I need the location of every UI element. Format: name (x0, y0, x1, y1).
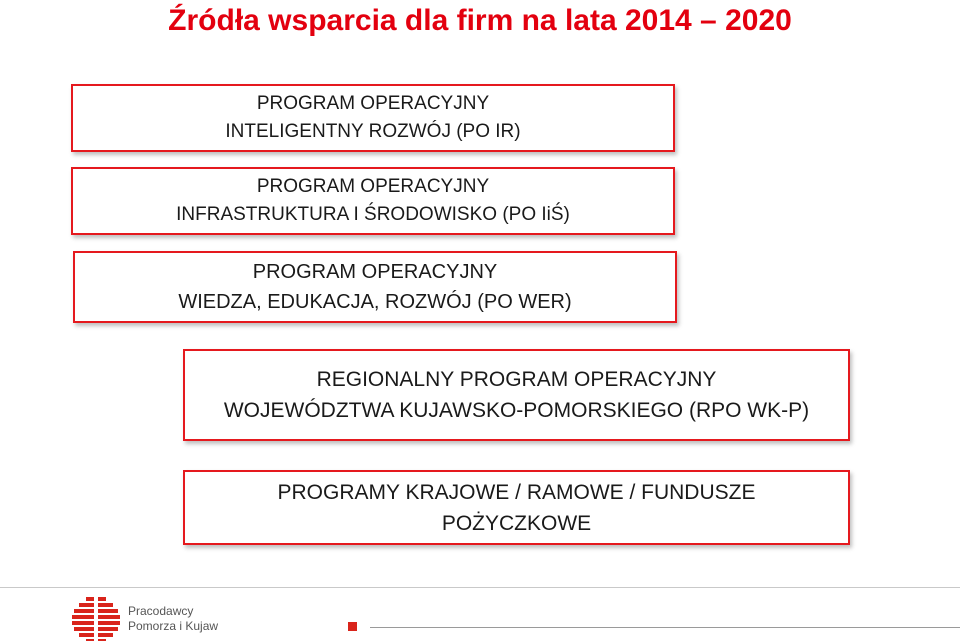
program-box-rpo-wkp (183, 349, 850, 441)
organization-name-line: Pomorza i Kujaw (128, 619, 219, 633)
program-box-line: PROGRAM OPERACYJNY (252, 261, 498, 283)
program-box-po-iis (71, 167, 675, 235)
footer-marker (348, 622, 357, 631)
footer-rule (370, 627, 960, 628)
program-box-line: REGIONALNY PROGRAM OPERACYJNY (316, 368, 717, 391)
footer-divider (0, 587, 960, 588)
program-box-line: INTELIGENTNY ROZWÓJ (PO IR) (225, 121, 521, 142)
program-box-po-wer (73, 251, 677, 323)
program-box-krajowe (183, 470, 850, 545)
program-box-line: INFRASTRUKTURA I ŚRODOWISKO (PO IiŚ) (176, 204, 570, 225)
program-box-line: WOJEWÓDZTWA KUJAWSKO-POMORSKIEGO (RPO WK-P) (223, 399, 810, 422)
program-box-line: POŻYCZKOWE (441, 511, 592, 535)
program-box-line: WIEDZA, EDUKACJA, ROZWÓJ (PO WER) (178, 291, 572, 313)
program-box-po-ir (71, 84, 675, 152)
program-box-line: PROGRAM OPERACYJNY (256, 93, 490, 114)
striped-logo-icon (72, 597, 120, 641)
organization-name (128, 604, 218, 634)
page-title: Źródła wsparcia dla firm na lata 2014 – 2020 (168, 4, 792, 37)
program-box-line: PROGRAM OPERACYJNY (256, 176, 490, 197)
program-box-line: PROGRAMY KRAJOWE / RAMOWE / FUNDUSZE (277, 480, 756, 504)
organization-name-line: Pracodawcy (128, 604, 194, 618)
